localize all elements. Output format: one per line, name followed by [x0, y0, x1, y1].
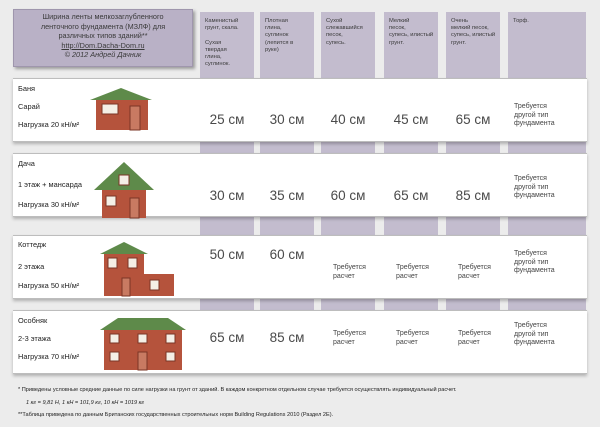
row-2-label-1: Дача	[18, 159, 35, 168]
house-dacha-icon	[92, 160, 156, 220]
row-3-calc-3: Требуется расчет	[458, 264, 491, 280]
row-3-turf: Требуется другой тип фундамента	[514, 250, 555, 275]
footnote-3: **Таблица приведена по данным Британских государственных строительных норм Building Regulations 2010 (Раздел 2Е).	[18, 412, 334, 418]
row-4-calc-3: Требуется расчет	[458, 330, 491, 346]
row-4-label-1: Особняк	[18, 316, 48, 325]
row-4-value-2: 85 см	[269, 330, 305, 345]
row-4-turf: Требуется другой тип фундамента	[514, 322, 555, 347]
row-1-label-3: Нагрузка 20 кН/м²	[18, 120, 80, 129]
row-1-value-4: 45 см	[393, 112, 429, 127]
row-3-calc-2: Требуется расчет	[396, 264, 429, 280]
row-1-value-3: 40 см	[330, 112, 366, 127]
column-header-2: Плотная глина, суглинок (лепится в руке)	[265, 18, 294, 53]
row-1-value-2: 30 см	[269, 112, 305, 127]
row-2-label-3: Нагрузка 30 кН/м²	[18, 200, 80, 209]
house-cottage-icon	[98, 240, 178, 298]
row-4-label-3: Нагрузка 70 кН/м²	[18, 352, 80, 361]
column-header-3: Сухой слежавшийся песок, супесь.	[326, 18, 363, 46]
row-3-value-2: 60 см	[269, 247, 305, 262]
row-1-label-2: Сарай	[18, 102, 40, 111]
column-header-4: Мелкий песок, супесь, илистый грунт.	[389, 18, 434, 46]
row-1-value-5: 65 см	[455, 112, 491, 127]
row-4-label-2: 2-3 этажа	[18, 334, 51, 343]
house-mansion-icon	[94, 316, 190, 372]
house-banya-icon	[88, 86, 154, 132]
title-line-3: различных типов зданий**	[58, 31, 148, 41]
title-line-2: ленточного фундамента (МЗЛФ) для	[40, 21, 166, 31]
title-line-1: Ширина ленты мелкозаглубленного	[42, 12, 164, 21]
row-3-label-1: Коттедж	[18, 240, 47, 249]
footnote-1: * Приведены условные средние данные по силе нагрузки на грунт от зданий. В каждом конкретном отдельном случае требуется осуществлять индивидуальный расчет.	[18, 387, 457, 393]
table-title	[13, 9, 193, 67]
row-3-label-2: 2 этажа	[18, 262, 45, 271]
row-1-turf: Требуется другой тип фундамента	[514, 103, 555, 128]
row-2-label-2: 1 этаж + мансарда	[18, 180, 82, 189]
column-header-5: Очень мелкий песок, супесь, илистый грунт.	[451, 18, 496, 46]
row-2-turf: Требуется другой тип фундамента	[514, 175, 555, 200]
row-2-value-1: 30 см	[209, 188, 245, 203]
title-url: http://Dom.Dacha-Dom.ru	[61, 40, 145, 50]
column-header-6: Торф.	[513, 18, 529, 24]
row-4-calc-2: Требуется расчет	[396, 330, 429, 346]
row-2-value-5: 85 см	[455, 188, 491, 203]
row-2-value-3: 60 см	[330, 188, 366, 203]
row-4-value-1: 65 см	[209, 330, 245, 345]
title-author: © 2012 Андрей Дачник	[64, 50, 142, 60]
row-3-value-1: 50 см	[209, 247, 245, 262]
row-4-calc-1: Требуется расчет	[333, 330, 366, 346]
row-3-calc-1: Требуется расчет	[333, 264, 366, 280]
row-1-label-1: Баня	[18, 84, 36, 93]
row-2-value-2: 35 см	[269, 188, 305, 203]
footnote-2: 1 кг = 9,81 Н, 1 кН = 101,9 кг, 10 кН = 1019 кг	[26, 400, 145, 406]
row-1-value-1: 25 см	[209, 112, 245, 127]
row-3-label-3: Нагрузка 50 кН/м²	[18, 281, 80, 290]
column-header-1: Каменистый грунт, скала. Сухая твердая глина, суглинок.	[205, 18, 239, 68]
row-2-value-4: 65 см	[393, 188, 429, 203]
